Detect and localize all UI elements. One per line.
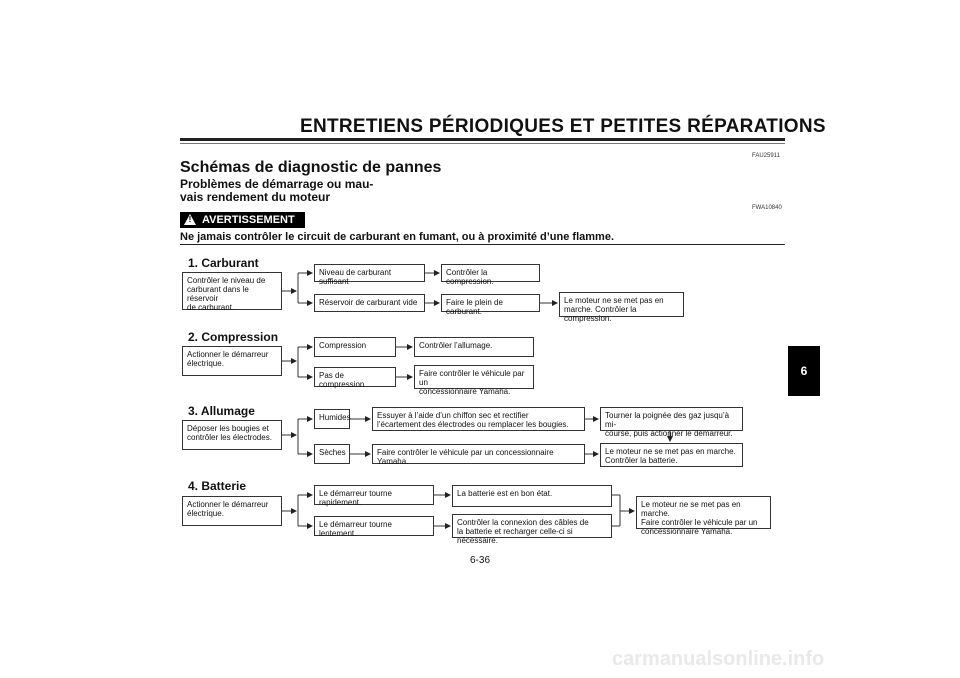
batterie-dealer-box: Le moteur ne se met pas en marche. Faire contrôler le véhicule par un concessionnaire Yamaha. [636, 496, 771, 529]
batterie-fast-box: Le démarreur tourne rapidement. [314, 485, 434, 505]
allumage-dealer-box: Faire contrôler le véhicule par un concessionnaire Yamaha. [372, 444, 585, 464]
batterie-recharge-box: Contrôler la connexion des câbles de la batterie et recharger celle-ci si nécessaire. [452, 514, 612, 538]
watermark: carmanualsonline.info [612, 648, 825, 670]
page-header-title: ENTRETIENS PÉRIODIQUES ET PETITES RÉPARATIONS [300, 116, 826, 137]
allumage-title: 3. Allumage [188, 404, 255, 418]
carburant-sufficient-box: Niveau de carburant suffisant [314, 264, 425, 282]
allumage-clean-box: Essuyer à l’aide d’un chiffon sec et rectifier l’écartement des électrodes ou remplacer les bougies. [372, 407, 585, 431]
warning-text: Ne jamais contrôler le circuit de carburant en fumant, ou à proximité d’une flamme. [180, 231, 614, 243]
carburant-start-box: Contrôler le niveau de carburant dans le réservoir de carburant. [182, 272, 282, 310]
batterie-slow-box: Le démarreur tourne lentement. [314, 516, 434, 536]
batterie-start-box: Actionner le démarreur électrique. [182, 496, 282, 526]
subtitle-line-2: vais rendement du moteur [180, 190, 331, 204]
subtitle-line-1: Problèmes de démarrage ou mau- [180, 177, 374, 191]
compression-start-box: Actionner le démarreur électrique. [182, 346, 282, 376]
allumage-throttle-box: Tourner la poignée des gaz jusqu’à mi- course, puis actionner le démarreur. [600, 407, 743, 431]
carburant-check-compression-box: Contrôler la compression. [441, 264, 540, 282]
compression-title: 2. Compression [188, 330, 279, 344]
allumage-check-battery-box: Le moteur ne se met pas en marche. Contrôler la batterie. [600, 443, 743, 467]
batterie-title: 4. Batterie [188, 479, 247, 493]
allumage-wet-box: Humides [314, 409, 350, 429]
warning-code: FWA10840 [752, 205, 782, 211]
compression-check-ignition-box: Contrôler l’allumage. [414, 337, 534, 357]
chapter-tab: 6 [788, 346, 820, 396]
section-code: FAU25911 [752, 153, 780, 159]
compression-ok-box: Compression [314, 337, 396, 357]
warning-label: AVERTISSEMENT [202, 214, 295, 226]
page-number: 6-36 [470, 555, 491, 566]
batterie-ok-box: La batterie est en bon état. [452, 485, 612, 507]
allumage-dry-box: Sèches [314, 444, 350, 464]
exclamation-icon: ! [188, 215, 192, 224]
carburant-no-start-box: Le moteur ne se met pas en marche. Contrôler la compression. [559, 292, 684, 317]
carburant-empty-box: Réservoir de carburant vide [314, 294, 425, 312]
section-title: Schémas de diagnostic de pannes [180, 159, 442, 176]
carburant-refuel-box: Faire le plein de carburant. [441, 294, 540, 312]
compression-dealer-box: Faire contrôler le véhicule par un concessionnaire Yamaha. [414, 365, 534, 389]
carburant-title: 1. Carburant [188, 256, 259, 270]
compression-none-box: Pas de compression [314, 367, 396, 387]
allumage-start-box: Déposer les bougies et contrôler les électrodes. [182, 420, 282, 450]
